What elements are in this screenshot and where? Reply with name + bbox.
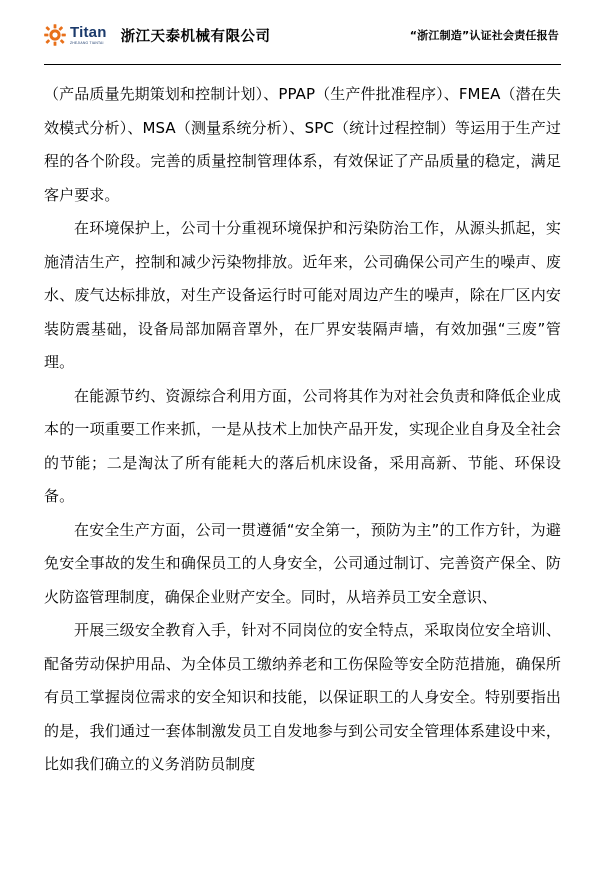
paragraph: 在安全生产方面，公司一贯遵循“安全第一，预防为主”的工作方针，为避免安全事故的发生和确保员工的人身安全，公司通过制订、完善资产保全、防火防盗管理制度，确保企业财产安全。同时，从培养员工安全意识、 [44,520,561,606]
paragraph: 在环境保护上，公司十分重视环境保护和污染防治工作，从源头抓起，实施清洁生产，控制和减少污染物排放。近年来，公司确保公司产生的噪声、废水、废气达标排放，对生产设备运行时可能对周边产生的噪声，除在厂区内安装防震基础，设备局部加隔音罩外，在厂界安装隔声墙，有效加强“三废”管理。 [44,219,561,371]
paragraph: 开展三级安全教育入手，针对不同岗位的安全特点，采取岗位安全培训、配备劳动保护用品、为全体员工缴纳养老和工伤保险等安全防范措施，确保所有员工掌握岗位需求的安全知识和技能，以保证职工的人身安全。特别要指出的是，我们通过一套体制激发员工自发地参与到公司安全管理体系建设中来，比如我们确立的义务消防员制度 [44,621,561,773]
document-body [44,65,561,782]
company-name: 浙江天泰机械有限公司 [120,28,271,45]
paragraph: （产品质量先期策划和控制计划）、PPAP（生产件批准程序）、FMEA（潜在失效模式分析）、MSA（测量系统分析）、SPC（统计过程控制）等运用于生产过程的各个阶段。完善的质量控制管理体系，有效保证了产品质量的稳定，满足客户要求。 [44,85,561,204]
report-title: “浙江制造”认证社会责任报告 [409,29,559,42]
company-logo [44,24,107,46]
logo-subtitle: ZHEJIANG TIANTAI [70,40,104,45]
logo-wordmark [70,25,107,45]
logo-name: Titan [70,23,107,41]
titan-gear-icon [44,24,66,46]
paragraph: 在能源节约、资源综合利用方面，公司将其作为对社会负责和降低企业成本的一项重要工作来抓，一是从技术上加快产品开发，实现企业自身及全社会的节能；二是淘汰了所有能耗大的落后机床设备，采用高新、节能、环保设备。 [44,386,561,505]
page-header [44,0,561,56]
